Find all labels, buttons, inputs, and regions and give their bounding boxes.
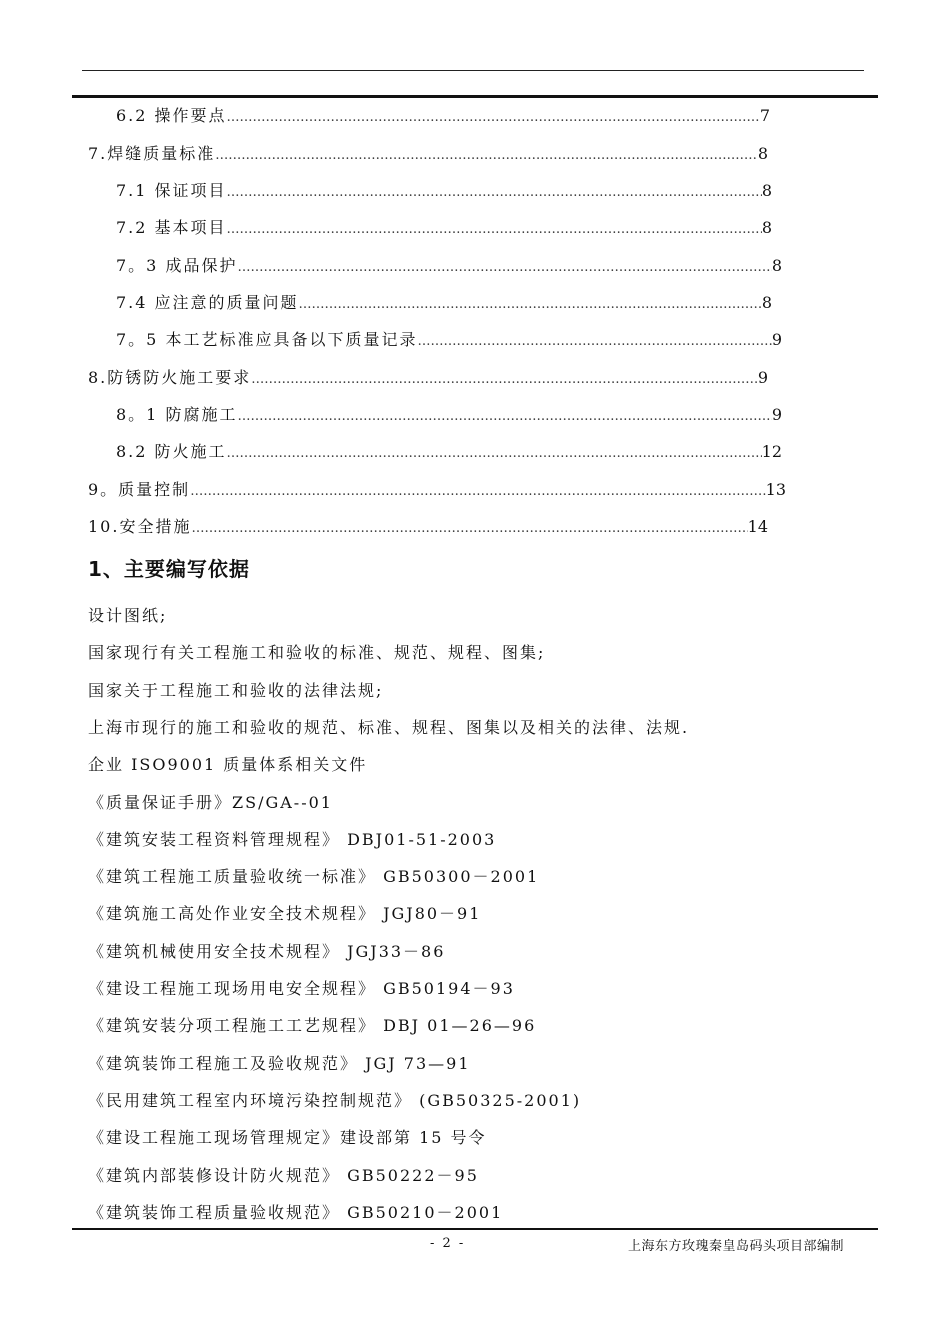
body-line: 《建筑安装工程资料管理规程》 DBJ01-51-2003 bbox=[88, 830, 497, 849]
body-line: 《建筑装饰工程施工及验收规范》 JGJ 73—91 bbox=[88, 1054, 471, 1073]
footer-rule bbox=[72, 1228, 878, 1230]
body-line: 《建筑内部装修设计防火规范》 GB50222－95 bbox=[88, 1166, 479, 1185]
page-number: - 2 - bbox=[430, 1236, 466, 1251]
toc-entry-page: 13 bbox=[765, 480, 786, 499]
toc-entry[interactable] bbox=[88, 514, 768, 538]
body-line: 企业 ISO9001 质量体系相关文件 bbox=[88, 755, 368, 774]
toc-entry-title: 7.焊缝质量标准 bbox=[88, 144, 216, 163]
toc-entry-page: 8 bbox=[757, 144, 768, 163]
toc-entry-page: 7 bbox=[759, 106, 770, 125]
footer-organization: 上海东方玫瑰秦皇岛码头项目部编制 bbox=[628, 1239, 845, 1254]
body-line: 上海市现行的施工和验收的规范、标准、规程、图集以及相关的法律、法规. bbox=[88, 718, 690, 737]
section-heading: 1、主要编写依据 bbox=[88, 557, 250, 581]
toc-entry-title: 9。质量控制 bbox=[88, 480, 191, 499]
toc-leader-dots bbox=[237, 260, 771, 275]
toc-entry-page: 14 bbox=[747, 517, 768, 536]
toc-entry-page: 8 bbox=[771, 256, 782, 275]
body-line: 《建设工程施工现场管理规定》建设部第 15 号令 bbox=[88, 1128, 487, 1147]
toc-entry-title: 10.安全措施 bbox=[88, 517, 192, 536]
body-line: 《质量保证手册》ZS/GA--01 bbox=[88, 793, 333, 812]
toc-leader-dots bbox=[237, 409, 771, 424]
body-line: 《建筑安装分项工程施工工艺规程》 DBJ 01—26—96 bbox=[88, 1016, 537, 1035]
toc-leader-dots bbox=[417, 334, 771, 349]
body-line: 《建筑装饰工程质量验收规范》 GB50210－2001 bbox=[88, 1203, 504, 1222]
toc-leader-dots bbox=[191, 521, 747, 536]
toc-entry-title: 8。1 防腐施工 bbox=[116, 405, 238, 424]
toc-leader-dots bbox=[227, 185, 762, 200]
body-line: 《建筑工程施工质量验收统一标准》 GB50300－2001 bbox=[88, 867, 540, 886]
toc-entry-page: 9 bbox=[771, 330, 782, 349]
body-line: 《建设工程施工现场用电安全规程》 GB50194－93 bbox=[88, 979, 515, 998]
toc-entry[interactable] bbox=[88, 477, 786, 501]
toc-entry[interactable] bbox=[88, 141, 768, 165]
body-line: 《建筑机械使用安全技术规程》 JGJ33－86 bbox=[88, 942, 446, 961]
toc-entry[interactable] bbox=[116, 103, 770, 127]
toc-leader-dots bbox=[227, 222, 762, 237]
toc-leader-dots bbox=[299, 297, 762, 312]
toc-entry-title: 6.2 操作要点 bbox=[116, 106, 227, 125]
header-rule-thick bbox=[72, 95, 878, 98]
header-rule-thin bbox=[82, 70, 864, 71]
toc-entry-page: 12 bbox=[761, 442, 782, 461]
toc-entry-title: 7.1 保证项目 bbox=[116, 181, 227, 200]
toc-entry-title: 8.防锈防火施工要求 bbox=[88, 368, 252, 387]
toc-entry-title: 7.4 应注意的质量问题 bbox=[116, 293, 299, 312]
toc-leader-dots bbox=[215, 148, 758, 163]
toc-entry-page: 8 bbox=[761, 218, 772, 237]
body-line: 国家关于工程施工和验收的法律法规; bbox=[88, 681, 384, 700]
toc-entry[interactable] bbox=[116, 439, 782, 463]
body-line: 国家现行有关工程施工和验收的标准、规范、规程、图集; bbox=[88, 643, 546, 662]
toc-leader-dots bbox=[251, 372, 758, 387]
toc-entry-page: 9 bbox=[757, 368, 768, 387]
body-line: 《民用建筑工程室内环境污染控制规范》 (GB50325-2001) bbox=[88, 1091, 582, 1110]
toc-entry[interactable] bbox=[116, 290, 772, 314]
toc-entry-page: 8 bbox=[761, 293, 772, 312]
toc-entry-page: 8 bbox=[761, 181, 772, 200]
toc-entry[interactable] bbox=[116, 402, 782, 426]
toc-entry[interactable] bbox=[116, 253, 782, 277]
body-line: 《建筑施工高处作业安全技术规程》 JGJ80－91 bbox=[88, 904, 482, 923]
toc-entry[interactable] bbox=[116, 215, 772, 239]
toc-entry-page: 9 bbox=[771, 405, 782, 424]
toc-leader-dots bbox=[190, 484, 765, 499]
toc-entry[interactable] bbox=[88, 365, 768, 389]
toc-entry-title: 7。3 成品保护 bbox=[116, 256, 238, 275]
toc-entry-title: 7.2 基本项目 bbox=[116, 218, 227, 237]
toc-entry[interactable] bbox=[116, 178, 772, 202]
toc-leader-dots bbox=[227, 110, 760, 125]
toc-entry-title: 7。5 本工艺标准应具备以下质量记录 bbox=[116, 330, 418, 349]
toc-entry[interactable] bbox=[116, 327, 782, 351]
body-line: 设计图纸; bbox=[88, 606, 168, 625]
toc-entry-title: 8.2 防火施工 bbox=[116, 442, 227, 461]
toc-leader-dots bbox=[227, 446, 762, 461]
